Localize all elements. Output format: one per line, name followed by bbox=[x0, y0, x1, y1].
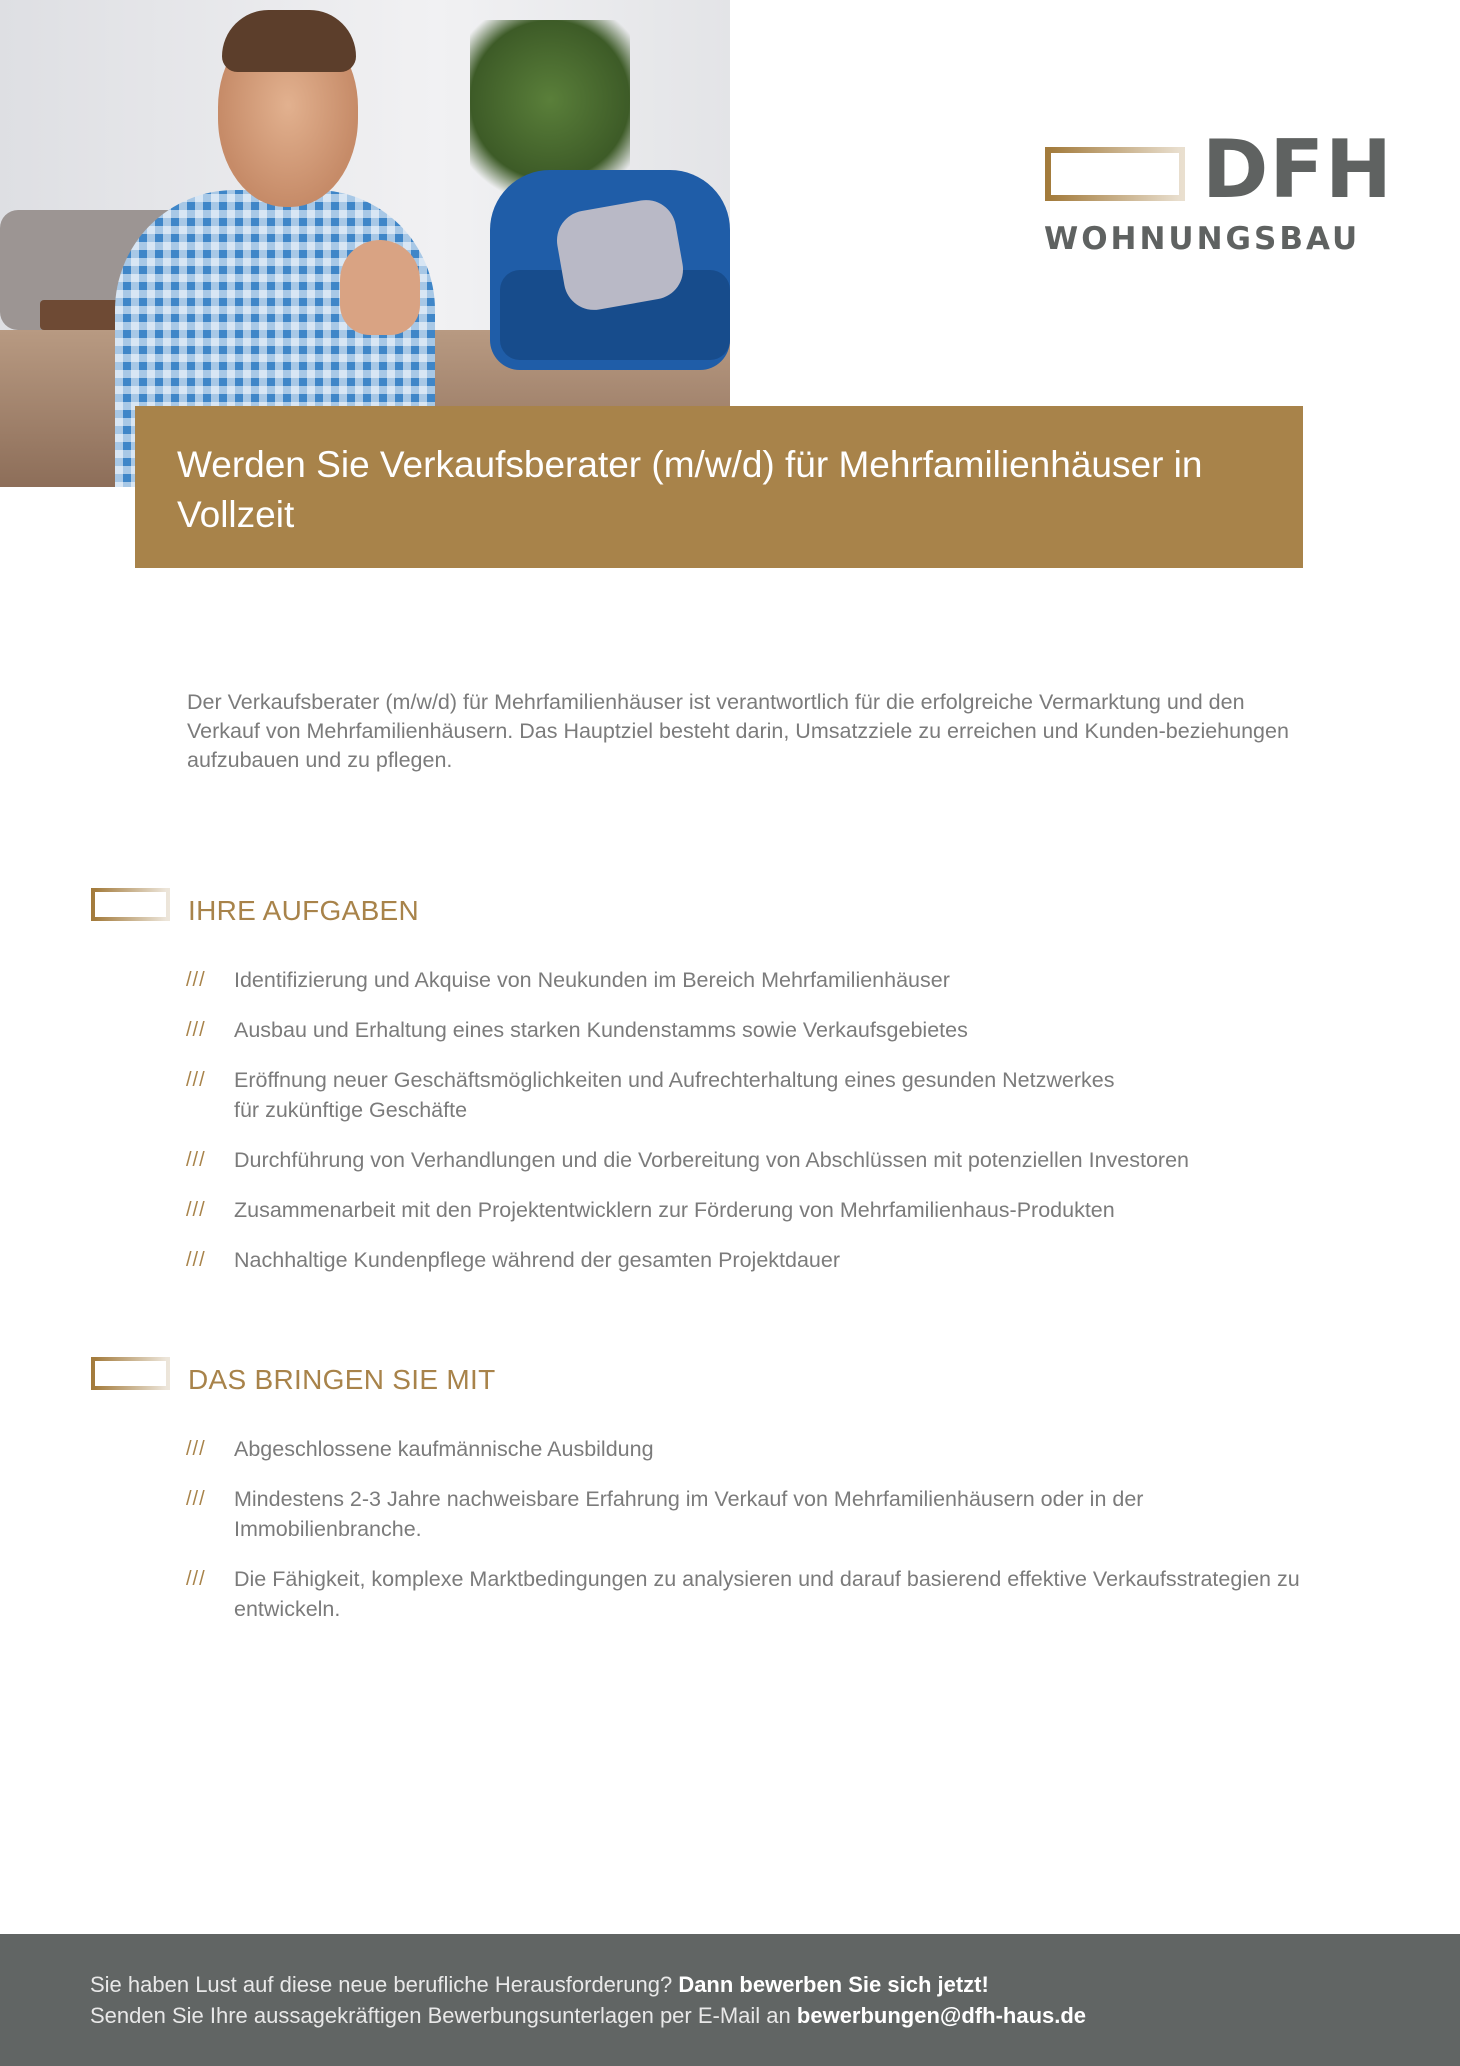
list-item: /// Identifizierung und Akquise von Neukunden im Bereich Mehrfamilienhäuser bbox=[186, 965, 1366, 995]
bullet-mark: /// bbox=[186, 1488, 206, 1510]
bullet-mark: /// bbox=[186, 1249, 206, 1271]
section-marker-icon bbox=[91, 1357, 170, 1390]
title-banner bbox=[135, 406, 1303, 568]
section-title-aufgaben: IHRE AUFGABEN bbox=[188, 895, 420, 926]
bullet-mark: /// bbox=[186, 969, 206, 991]
section-title-anforderungen: DAS BRINGEN SIE MIT bbox=[188, 1364, 496, 1395]
logo-wordmark: DFH bbox=[1202, 123, 1394, 216]
company-logo bbox=[1040, 123, 1394, 270]
footer-line-1: Sie haben Lust auf diese neue berufliche Herausforderung? Dann bewerben Sie sich jetzt! bbox=[90, 1972, 989, 1997]
list-item: /// Zusammenarbeit mit den Projektentwicklern zur Förderung von Mehrfamilienhaus-Produkten bbox=[186, 1195, 1366, 1225]
bullet-mark: /// bbox=[186, 1069, 206, 1091]
page-title: Werden Sie Verkaufsberater (m/w/d) für Mehrfamilienhäuser in Vollzeit bbox=[177, 444, 1203, 535]
list-item: /// Ausbau und Erhaltung eines starken Kundenstamms sowie Verkaufsgebietes bbox=[186, 1015, 1366, 1045]
list-item: /// Abgeschlossene kaufmännische Ausbildung bbox=[186, 1434, 1366, 1464]
footer bbox=[0, 1934, 1460, 2066]
email-link[interactable]: bewerbungen@dfh-haus.de bbox=[796, 2003, 1087, 2028]
bullet-mark: /// bbox=[186, 1019, 206, 1041]
section-marker-icon bbox=[91, 888, 170, 921]
logo-frame-icon bbox=[1045, 147, 1185, 201]
list-item: /// Eröffnung neuer Geschäftsmöglichkeiten und Aufrechterhaltung eines gesunden Netzwerkes für zukünftige Geschäfte bbox=[186, 1065, 1366, 1125]
bullet-mark: /// bbox=[186, 1438, 206, 1460]
bullet-mark: /// bbox=[186, 1149, 206, 1171]
list-item: /// Durchführung von Verhandlungen und die Vorbereitung von Abschlüssen mit potenziellen Investoren bbox=[186, 1145, 1366, 1175]
list-item: /// Die Fähigkeit, komplexe Marktbedingungen zu analysieren und darauf basierend effektive Verkaufsstrategien zu entwickeln. bbox=[186, 1564, 1366, 1624]
bullet-mark: /// bbox=[186, 1568, 206, 1590]
list-item: /// Nachhaltige Kundenpflege während der gesamten Projektdauer bbox=[186, 1245, 1366, 1275]
list-item: /// Mindestens 2-3 Jahre nachweisbare Erfahrung im Verkauf von Mehrfamilienhäusern oder in der Immobilienbranche. bbox=[186, 1484, 1366, 1544]
aufgaben-list bbox=[186, 965, 1366, 1275]
logo-subtitle: WOHNUNGSBAU bbox=[1044, 221, 1361, 257]
footer-line-2: Senden Sie Ihre aussagekräftigen Bewerbungsunterlagen per E-Mail an bewerbungen@dfh-haus.de bbox=[90, 2003, 1087, 2028]
intro-paragraph: Der Verkaufsberater (m/w/d) für Mehrfamilienhäuser ist verantwortlich für die erfolgreiche Vermarktung und den Verkauf von Mehrfamilienhäusern. Das Hauptziel besteht darin, Umsatzziele zu erreichen und Kunden-beziehungen aufzubauen und zu pflegen. bbox=[187, 690, 1289, 772]
call-to-action: Dann bewerben Sie sich jetzt! bbox=[678, 1972, 989, 1997]
anforderungen-list bbox=[186, 1434, 1366, 1624]
bullet-mark: /// bbox=[186, 1199, 206, 1221]
